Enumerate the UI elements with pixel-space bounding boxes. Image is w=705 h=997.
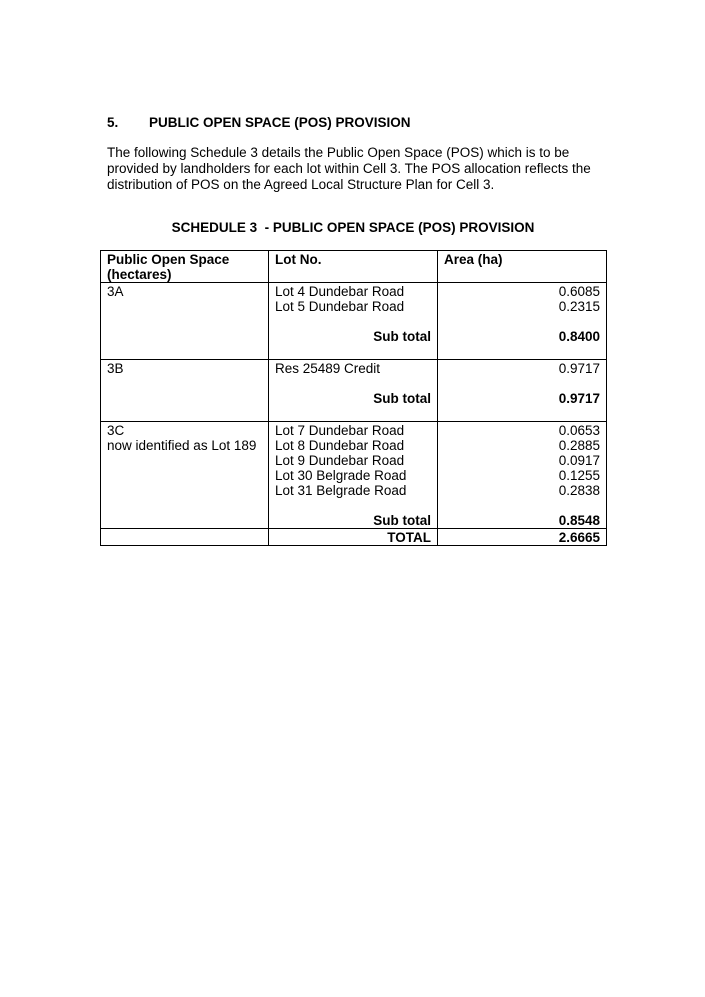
header-pos: Public Open Space (hectares) — [101, 251, 269, 283]
lot-name: Lot 4 Dundebar Road — [275, 284, 405, 299]
pos-cell — [101, 283, 269, 360]
intro-paragraph — [107, 145, 612, 193]
area-cell — [438, 283, 607, 360]
lot-name: Lot 7 Dundebar Road — [275, 423, 405, 438]
pos-cell — [101, 360, 269, 422]
area-value: 0.2315 — [558, 299, 600, 314]
subtotal-label: Sub total — [373, 329, 431, 344]
lot-name: Res 25489 Credit — [275, 361, 381, 376]
section-heading — [107, 115, 411, 130]
intro-text: The following Schedule 3 details the Public Open Space (POS) which is to be provided by landholders for each lot within Cell 3. The POS allocation reflects the distribution of POS on the Agreed Local Structure Plan for Cell 3. — [107, 145, 591, 192]
area-value: 0.2885 — [558, 438, 600, 453]
lot-name: Lot 5 Dundebar Road — [275, 299, 405, 314]
area-value: 0.9717 — [558, 361, 600, 376]
section-number: 5. — [107, 115, 119, 130]
total-empty-cell — [101, 529, 269, 546]
table-row — [101, 283, 607, 360]
pos-label: 3A — [107, 284, 124, 299]
pos-cell — [101, 422, 269, 529]
lot-cell — [269, 283, 438, 360]
pos-label: 3C — [107, 423, 125, 438]
pos-note: now identified as Lot 189 — [107, 438, 257, 453]
lot-cell — [269, 422, 438, 529]
subtotal-label: Sub total — [373, 391, 431, 406]
table-row — [101, 422, 607, 529]
lot-name: Lot 9 Dundebar Road — [275, 453, 405, 468]
table-header-row — [101, 251, 607, 283]
area-value: 0.0653 — [558, 423, 600, 438]
schedule-title: SCHEDULE 3 - PUBLIC OPEN SPACE (POS) PROVISION — [171, 220, 535, 235]
total-label: TOTAL — [269, 529, 438, 546]
table-row — [101, 360, 607, 422]
area-value: 0.2838 — [558, 483, 600, 498]
lot-cell — [269, 360, 438, 422]
section-title: PUBLIC OPEN SPACE (POS) PROVISION — [149, 115, 411, 130]
subtotal-value: 0.9717 — [558, 391, 600, 406]
area-value: 0.0917 — [558, 453, 600, 468]
total-value: 2.6665 — [438, 529, 607, 546]
lot-name: Lot 30 Belgrade Road — [275, 468, 407, 483]
table-body — [101, 283, 607, 546]
header-lot: Lot No. — [269, 251, 438, 283]
area-value: 0.6085 — [558, 284, 600, 299]
area-value: 0.1255 — [558, 468, 600, 483]
subtotal-value: 0.8400 — [558, 329, 600, 344]
pos-label: 3B — [107, 361, 124, 376]
subtotal-label: Sub total — [373, 513, 431, 528]
area-cell — [438, 422, 607, 529]
subtotal-value: 0.8548 — [558, 513, 600, 528]
pos-table — [100, 250, 607, 546]
header-area: Area (ha) — [438, 251, 607, 283]
area-cell — [438, 360, 607, 422]
lot-name: Lot 31 Belgrade Road — [275, 483, 407, 498]
lot-name: Lot 8 Dundebar Road — [275, 438, 405, 453]
table-total-row — [101, 529, 607, 546]
